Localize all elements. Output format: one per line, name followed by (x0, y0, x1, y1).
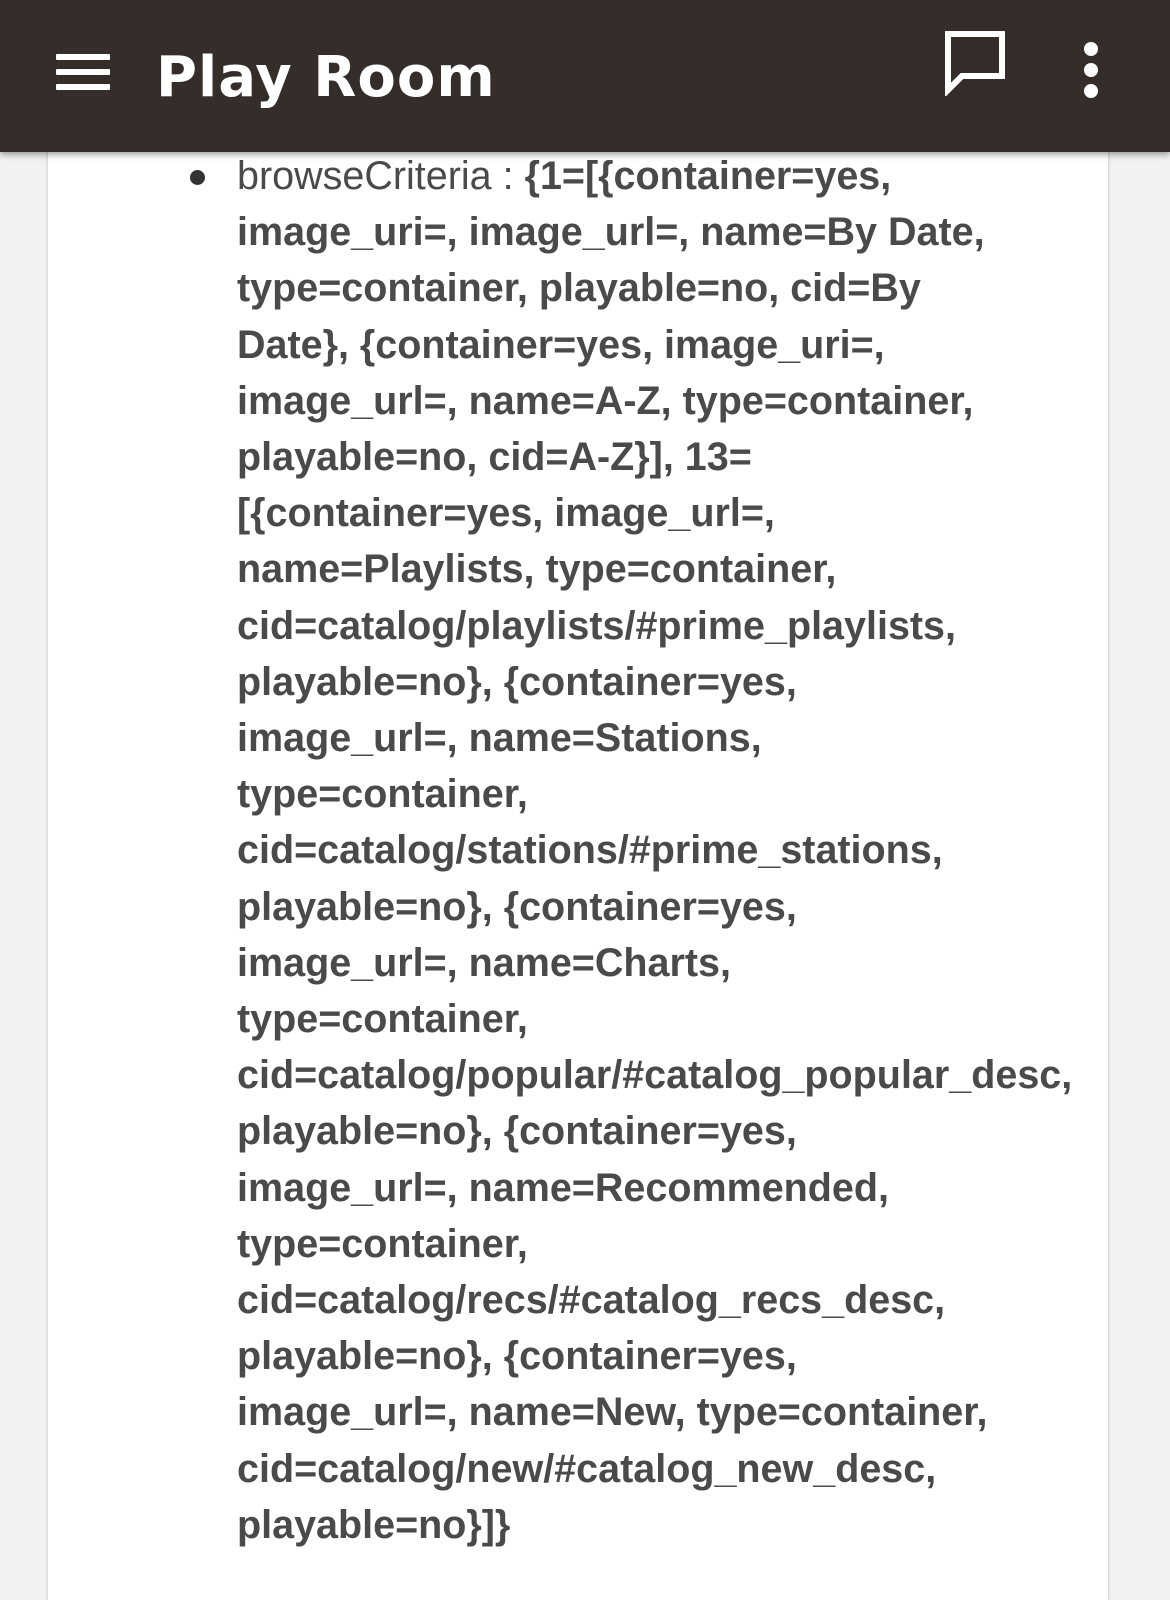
entry-value-line: [{container=yes, image_url=, (237, 491, 775, 536)
entry-value-line: image_url=, name=Stations, (237, 716, 762, 761)
entry-value-line: image_url=, name=Recommended, (237, 1165, 890, 1210)
entry-value-line: playable=no}, {container=yes, (237, 659, 797, 704)
entry-value-line: type=container, (237, 997, 528, 1042)
content-card (48, 140, 1108, 1600)
entry-first-line (237, 148, 1108, 204)
entry-value-line: type=container, playable=no, cid=By (237, 266, 921, 311)
entry-value-line: playable=no, cid=A-Z}], 13= (237, 435, 752, 480)
chat-icon[interactable] (942, 30, 1008, 96)
entry-value-line: image_url=, name=New, type=container, (237, 1390, 988, 1435)
entry-value-line: playable=no}, {container=yes, (237, 884, 797, 929)
app-bar (0, 0, 1170, 152)
entry-value-line: cid=catalog/recs/#catalog_recs_desc, (237, 1278, 946, 1323)
entry-value-line: cid=catalog/stations/#prime_stations, (237, 828, 943, 873)
entry-value-line: cid=catalog/playlists/#prime_playlists, (237, 603, 957, 648)
entry-value-line: playable=no}, {container=yes, (237, 1334, 797, 1379)
entry-value-line: cid=catalog/popular/#catalog_popular_desc, (237, 1053, 1073, 1098)
entry-value-line: type=container, (237, 772, 528, 817)
menu-icon[interactable] (52, 50, 114, 94)
entry-value-line: Date}, {container=yes, image_uri=, (237, 322, 885, 367)
entry-key: browseCriteria (237, 154, 492, 198)
entry-separator: : (491, 154, 525, 198)
page-title: Play Room (156, 45, 496, 110)
list-item (237, 148, 1108, 1553)
entry-value-start: {1=[{container=yes, (524, 154, 892, 198)
more-vert-icon[interactable] (1076, 42, 1106, 98)
list-bullet (190, 170, 205, 185)
entry-value-line: image_url=, name=Charts, (237, 940, 731, 985)
entry-value-line: name=Playlists, type=container, (237, 547, 837, 592)
entry-value-line: image_url=, name=A-Z, type=container, (237, 378, 974, 423)
entry-value-line: playable=no}, {container=yes, (237, 1109, 797, 1154)
entry-value-line: type=container, (237, 1221, 528, 1266)
entry-value-line: image_uri=, image_url=, name=By Date, (237, 210, 985, 255)
entry-value-line: cid=catalog/new/#catalog_new_desc, (237, 1446, 937, 1491)
entry-value-line: playable=no}]} (237, 1502, 511, 1547)
